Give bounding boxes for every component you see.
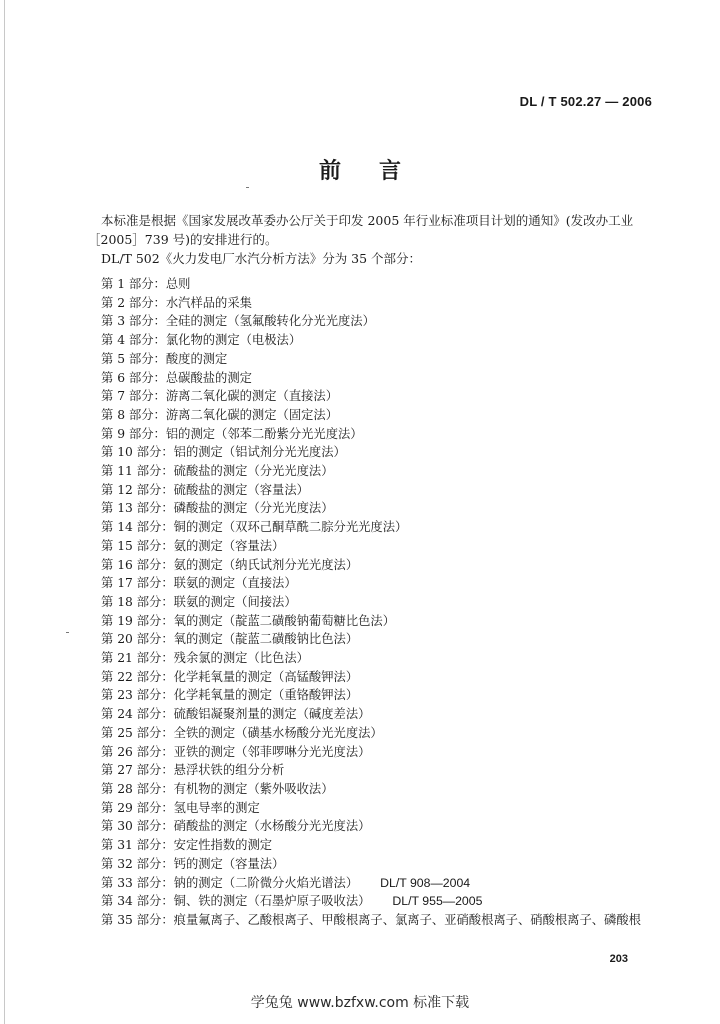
part-number: 第 7 部分： <box>101 389 166 404</box>
part-number: 第 21 部分： <box>101 651 174 666</box>
part-number: 第 30 部分： <box>101 819 174 834</box>
part-item <box>101 593 671 612</box>
part-number: 第 28 部分： <box>101 781 174 796</box>
part-title: 水汽样品的采集 <box>165 295 252 310</box>
scan-speck <box>66 632 69 633</box>
part-number: 第 35 部分： <box>101 912 174 927</box>
part-item <box>101 668 671 687</box>
part-number: 第 10 部分： <box>101 445 174 460</box>
part-number: 第 6 部分： <box>101 370 166 385</box>
part-number: 第 4 部分： <box>101 333 166 348</box>
part-number: 第 16 部分： <box>101 557 174 572</box>
page-number: 203 <box>609 953 628 965</box>
part-item <box>101 761 671 780</box>
part-number: 第 11 部分： <box>101 464 174 479</box>
part-item <box>101 294 671 313</box>
part-title: 安定性指数的测定 <box>173 838 273 853</box>
part-number: 第 12 部分： <box>101 482 174 497</box>
part-standard-reference: DL/T 908—2004 <box>380 875 471 890</box>
part-title: 残余氯的测定（比色法） <box>173 651 309 666</box>
part-item <box>101 312 671 331</box>
part-item <box>101 387 671 406</box>
part-number: 第 14 部分： <box>101 520 174 535</box>
part-standard-reference: DL/T 955—2005 <box>392 894 483 909</box>
part-item <box>101 649 671 668</box>
part-title: 氧的测定（靛蓝二磺酸钠葡萄糖比色法） <box>173 613 396 628</box>
part-item <box>101 612 671 631</box>
part-number: 第 13 部分： <box>101 501 174 516</box>
part-title: 游离二氧化碳的测定（直接法） <box>165 389 339 404</box>
part-title: 联氨的测定（间接法） <box>173 594 297 609</box>
part-item <box>101 874 671 893</box>
part-item <box>101 462 671 481</box>
document-code: DL / T 502.27 — 2006 <box>519 94 652 109</box>
part-title: 总则 <box>165 277 191 291</box>
part-item <box>101 630 671 649</box>
part-title: 化学耗氧量的测定（重铬酸钾法） <box>173 688 359 703</box>
part-item <box>101 817 671 836</box>
part-title: 硫酸铝凝聚剂量的测定（碱度差法） <box>173 707 371 722</box>
part-item <box>101 686 671 705</box>
page-title: 前言 <box>318 159 439 184</box>
part-number: 第 33 部分： <box>101 875 174 890</box>
part-title: 有机物的测定（紫外吸收法） <box>173 781 334 796</box>
intro-paragraph: 本标准是根据《国家发展改革委办公厅关于印发 2005 年行业标准项目计划的通知》(发改办工业［2005］739 号)的安排进行的。 <box>88 213 634 247</box>
part-title: 酸度的测定 <box>165 351 228 366</box>
part-title: 全硅的测定（氢氟酸转化分光光度法） <box>165 314 375 329</box>
part-number: 第 3 部分： <box>101 314 166 329</box>
part-title: 联氨的测定（直接法） <box>173 576 297 591</box>
part-number: 第 19 部分： <box>101 613 174 628</box>
part-item <box>101 724 671 743</box>
part-number: 第 31 部分： <box>101 838 174 853</box>
part-number: 第 17 部分： <box>101 576 174 591</box>
part-title: 铝的测定（铝试剂分光光度法） <box>173 445 346 460</box>
part-item <box>101 331 671 350</box>
part-title: 硝酸盐的测定（水杨酸分光光度法） <box>173 819 371 834</box>
part-title: 亚铁的测定（邻菲啰啉分光光度法） <box>173 744 371 759</box>
part-title: 痕量氟离子、乙酸根离子、甲酸根离子、氯离子、亚硝酸根离子、硝酸根离子、磷酸根 <box>173 912 641 927</box>
part-number: 第 5 部分： <box>101 351 166 366</box>
part-number: 第 27 部分： <box>101 763 174 778</box>
part-title: 氨的测定（容量法） <box>173 538 285 553</box>
part-item <box>101 574 671 593</box>
part-number: 第 25 部分： <box>101 725 174 740</box>
parts-list <box>101 275 671 930</box>
part-number: 第 34 部分： <box>101 894 174 909</box>
part-item <box>101 443 671 462</box>
scan-speck <box>246 187 249 188</box>
part-title: 铜、铁的测定（石墨炉原子吸收法） <box>173 894 371 909</box>
part-title: 总碳酸盐的测定 <box>165 370 252 385</box>
part-title: 钙的测定（容量法） <box>173 856 285 871</box>
part-item <box>101 406 671 425</box>
part-item <box>101 799 671 818</box>
part-number: 第 26 部分： <box>101 744 174 759</box>
part-number: 第 20 部分： <box>101 632 174 647</box>
part-number: 第 15 部分： <box>101 538 174 553</box>
part-number: 第 23 部分： <box>101 688 174 703</box>
part-title: 硫酸盐的测定（容量法） <box>173 482 309 497</box>
part-title: 全铁的测定（磺基水杨酸分光光度法） <box>173 725 383 740</box>
part-number: 第 22 部分： <box>101 669 174 684</box>
part-number: 第 2 部分： <box>101 295 166 310</box>
part-number: 第 29 部分： <box>101 800 174 815</box>
part-title: 化学耗氧量的测定（高锰酸钾法） <box>173 669 359 684</box>
part-item <box>101 705 671 724</box>
part-item <box>101 499 671 518</box>
part-item <box>101 425 671 444</box>
part-item <box>101 911 671 930</box>
part-title: 铝的测定（邻苯二酚紫分光光度法） <box>165 426 363 441</box>
part-number: 第 32 部分： <box>101 856 174 871</box>
part-item <box>101 518 671 537</box>
part-item <box>101 855 671 874</box>
part-item <box>101 275 671 294</box>
part-item <box>101 350 671 369</box>
part-item <box>101 556 671 575</box>
part-item <box>101 780 671 799</box>
part-title: 硫酸盐的测定（分光光度法） <box>173 464 334 479</box>
intro-section <box>88 212 663 268</box>
part-title: 铜的测定（双环己酮草酰二腙分光光度法） <box>173 520 408 535</box>
part-item <box>101 743 671 762</box>
part-title: 磷酸盐的测定（分光光度法） <box>173 501 334 516</box>
part-number: 第 18 部分： <box>101 594 174 609</box>
part-item <box>101 369 671 388</box>
watermark-footer: 学兔兔 www.bzfxw.com 标准下载 <box>250 995 470 1011</box>
part-item <box>101 836 671 855</box>
part-item <box>101 892 671 911</box>
part-number: 第 8 部分： <box>101 407 166 422</box>
intro-paragraph: DL/T 502《火力发电厂水汽分析方法》分为 35 个部分： <box>101 250 422 266</box>
part-number: 第 1 部分： <box>101 277 166 291</box>
part-item <box>101 481 671 500</box>
part-title: 游离二氧化碳的测定（固定法） <box>165 407 339 422</box>
part-title: 悬浮状铁的组分分析 <box>173 763 285 778</box>
part-title: 氯化物的测定（电极法） <box>165 333 302 348</box>
part-title: 氢电导率的测定 <box>173 800 260 815</box>
part-title: 氨的测定（纳氏试剂分光光度法） <box>173 557 359 572</box>
part-title: 钠的测定（二阶微分火焰光谱法） <box>173 875 359 890</box>
part-item <box>101 537 671 556</box>
part-number: 第 9 部分： <box>101 426 166 441</box>
part-number: 第 24 部分： <box>101 707 174 722</box>
part-title: 氧的测定（靛蓝二磺酸钠比色法） <box>173 632 359 647</box>
